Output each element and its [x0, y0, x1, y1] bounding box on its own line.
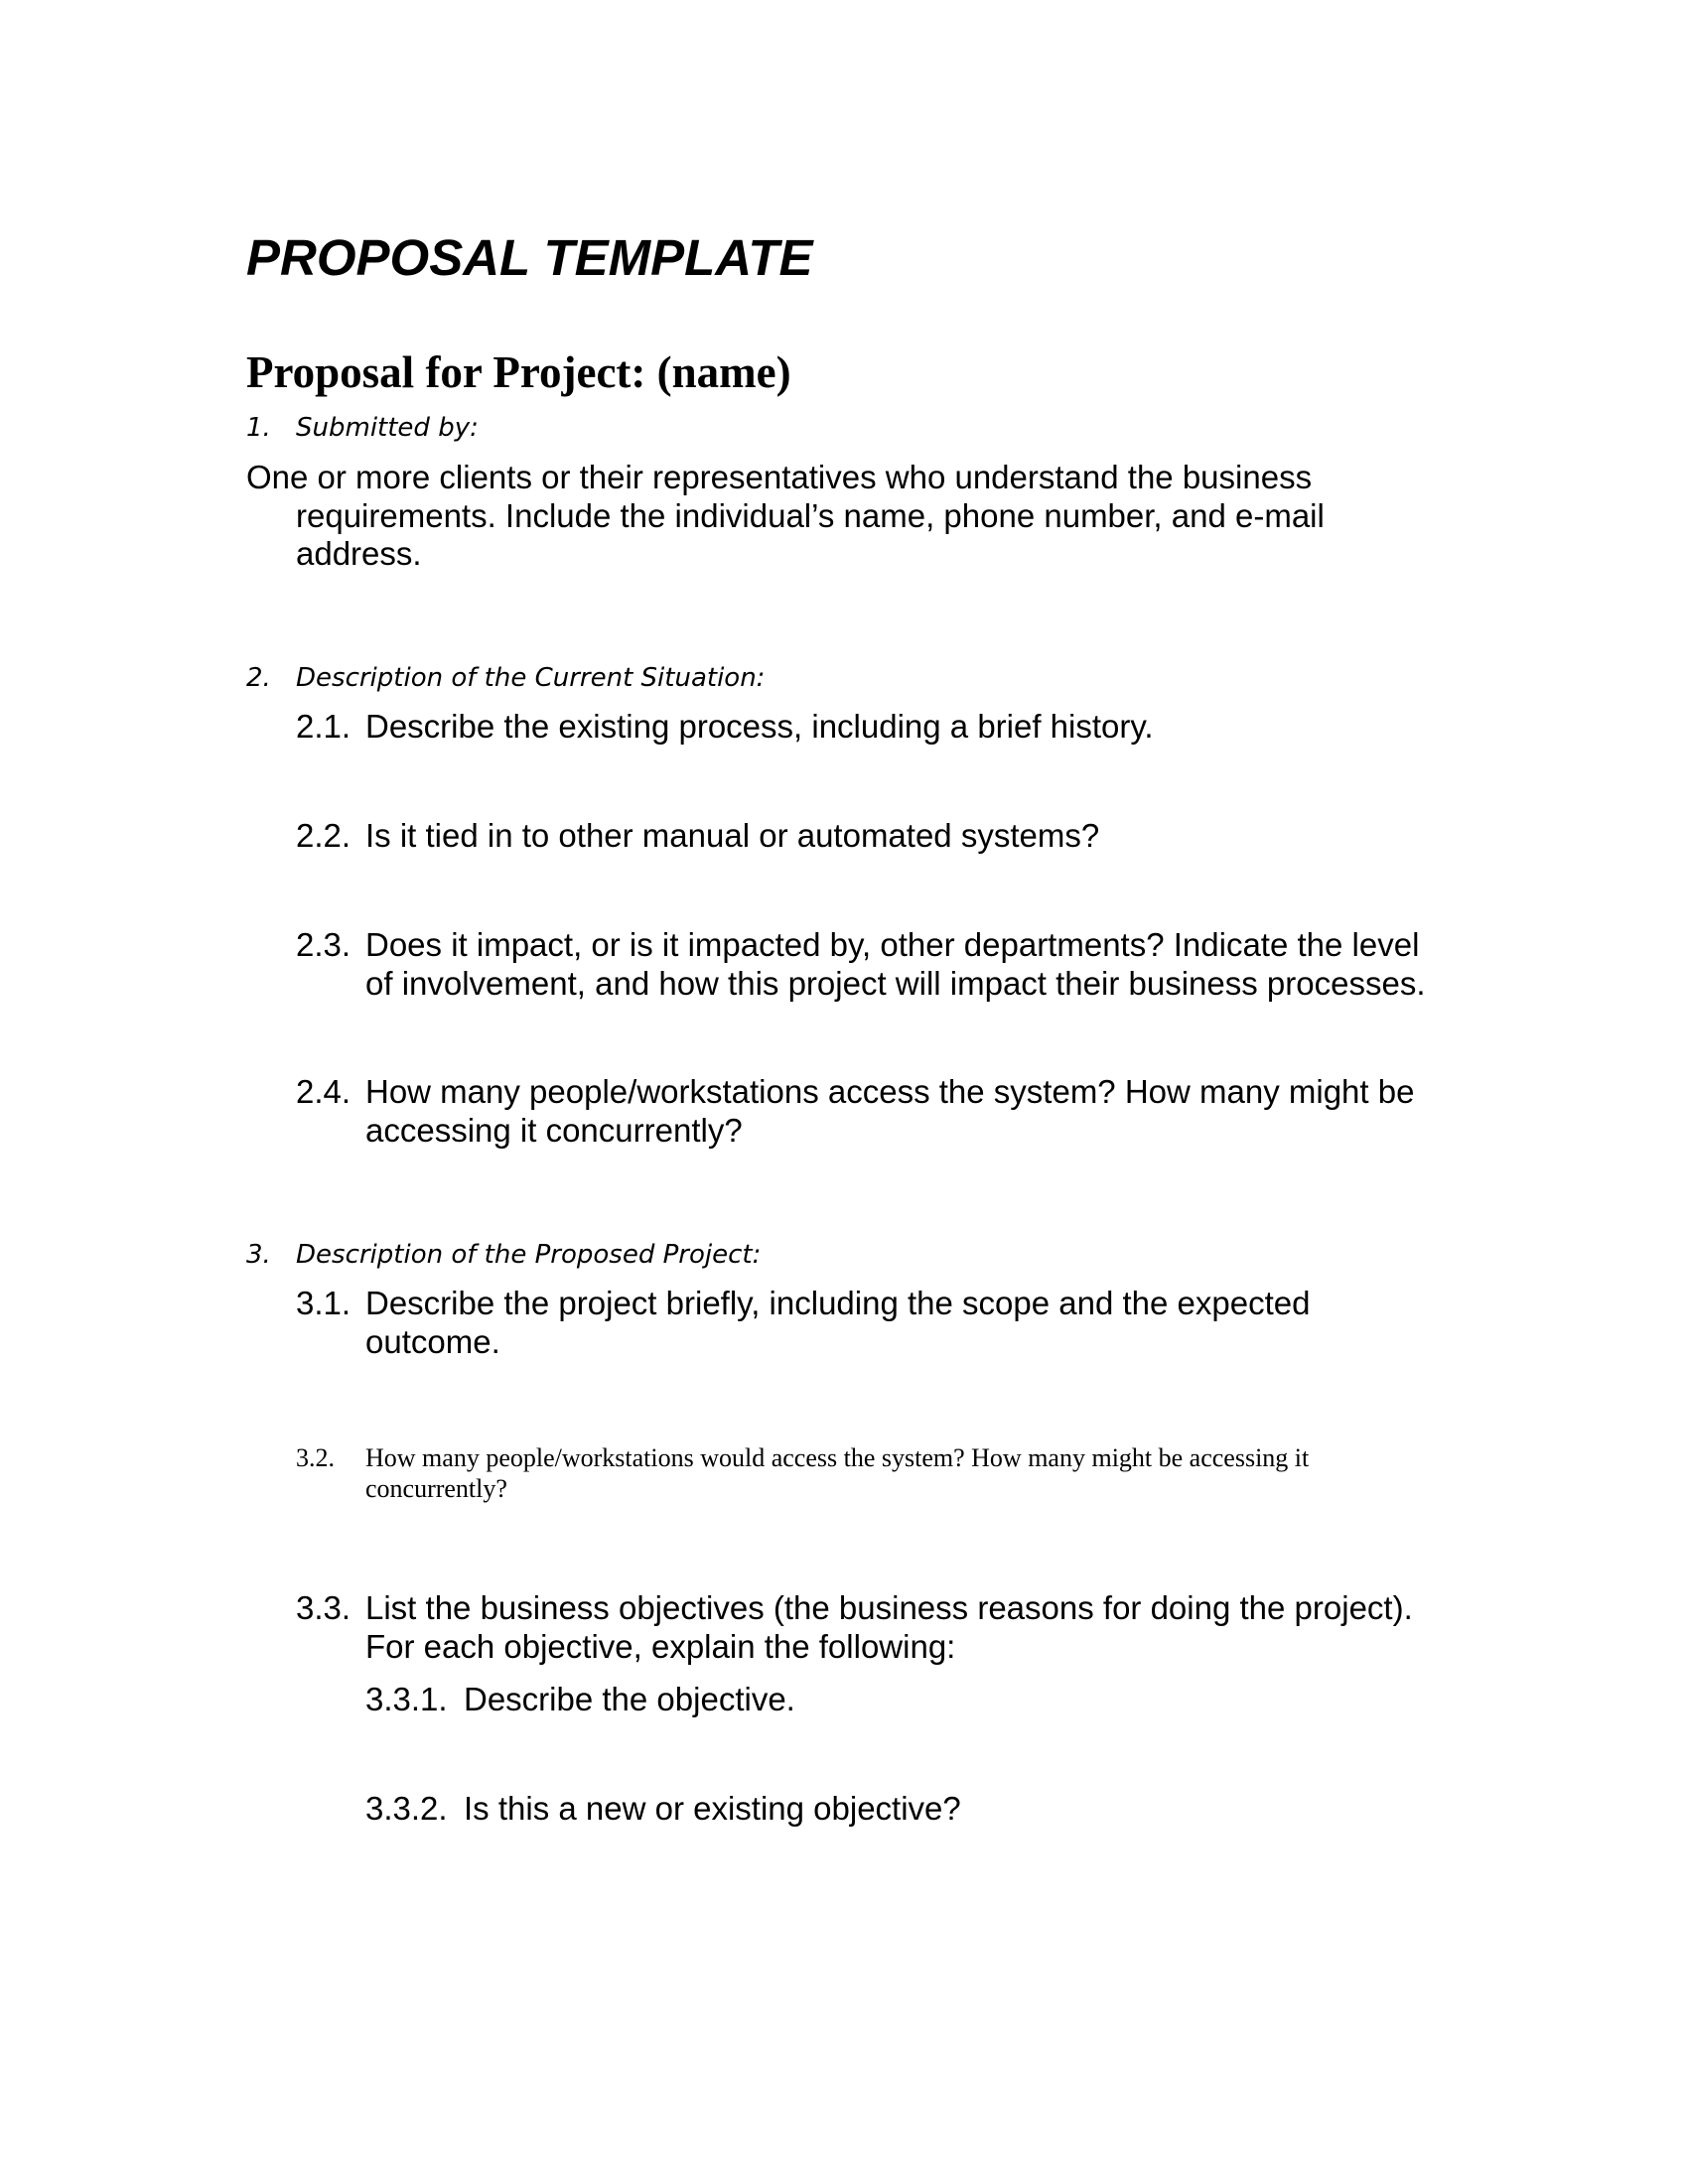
section-1-label: Submitted by:: [296, 413, 479, 443]
list-item-number: 3.1.: [296, 1285, 352, 1321]
list-subitem-text: Describe the objective.: [464, 1681, 795, 1717]
list-item-number: 2.4.: [296, 1073, 352, 1110]
list-item-3-1: [296, 1285, 1368, 1361]
list-item-text: List the business objectives (the business reasons for doing the project). For each objective, explain the following:: [365, 1589, 1413, 1665]
list-item-2-3: [296, 926, 1438, 1003]
list-item-text: Describe the existing process, including a brief history.: [365, 708, 1154, 745]
document-title: PROPOSAL TEMPLATE: [246, 229, 813, 286]
list-item-2-4: [296, 1073, 1438, 1150]
list-item-number: 3.3.: [296, 1589, 352, 1626]
list-item-number: 3.2.: [296, 1443, 335, 1472]
section-2-label: Description of the Current Situation:: [296, 663, 766, 693]
list-item-text: How many people/workstations would access the system? How many might be accessing it concurrently?: [365, 1443, 1310, 1503]
section-3-heading: [246, 1239, 761, 1271]
section-3-label: Description of the Proposed Project:: [296, 1240, 762, 1270]
list-item-number: 2.2.: [296, 817, 352, 854]
list-item-text: How many people/workstations access the system? How many might be accessing it concurrently?: [365, 1073, 1415, 1149]
list-item-3-3: [296, 1589, 1438, 1666]
list-subitem-3-3-2: [365, 1790, 1357, 1829]
list-subitem-number: 3.3.1.: [365, 1681, 448, 1717]
list-subitem-text: Is this a new or existing objective?: [464, 1790, 961, 1827]
list-item-3-2: [296, 1442, 1418, 1504]
section-1-number: 1.: [246, 413, 271, 443]
section-2-heading: [246, 662, 765, 694]
list-item-text: Does it impact, or is it impacted by, other departments? Indicate the level of involvement, and how this project will impact their business processes.: [365, 926, 1426, 1002]
list-subitem-number: 3.3.2.: [365, 1790, 448, 1827]
section-3-number: 3.: [246, 1240, 271, 1270]
list-item-text: Is it tied in to other manual or automated systems?: [365, 817, 1100, 854]
document-subtitle: Proposal for Project: (name): [246, 347, 791, 397]
section-2-number: 2.: [246, 663, 271, 693]
list-subitem-3-3-1: [365, 1681, 1357, 1719]
list-item-2-2: [296, 817, 1438, 856]
list-item-2-1: [296, 708, 1438, 747]
section-1-heading: [246, 412, 479, 444]
list-item-text: Describe the project briefly, including the scope and the expected outcome.: [365, 1285, 1311, 1360]
list-item-number: 2.3.: [296, 926, 352, 963]
section-1-body: One or more clients or their representatives who understand the business requirements. Include the individual’s name, phone number, and e-mail address.: [246, 459, 1325, 572]
list-item-number: 2.1.: [296, 708, 352, 745]
